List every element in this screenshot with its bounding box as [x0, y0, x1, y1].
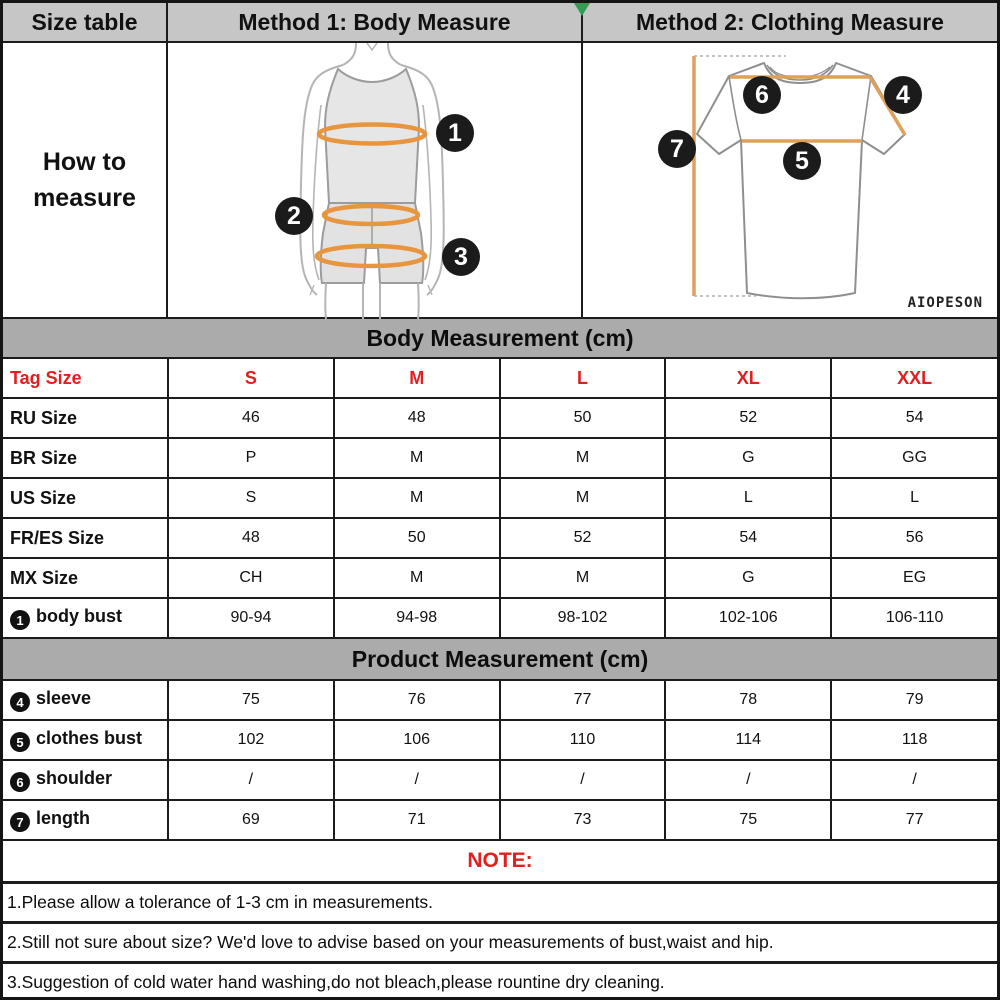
cell: 76	[334, 680, 500, 720]
how-to-measure-label	[3, 43, 168, 317]
method1-header: Method 1: Body Measure	[168, 3, 583, 41]
size-col-m: M	[334, 358, 500, 398]
marker-bust-1: 1	[436, 114, 474, 152]
marker-hip-3: 3	[442, 238, 480, 276]
note-line-1: 1.Please allow a tolerance of 1-3 cm in measurements.	[3, 881, 997, 921]
cell: EG	[831, 558, 997, 598]
cell: 50	[334, 518, 500, 558]
cell: 94-98	[334, 598, 500, 638]
cell: /	[168, 760, 334, 800]
table-row-mx	[3, 558, 997, 598]
marker-length-7: 7	[658, 130, 696, 168]
product-measurement-title: Product Measurement (cm)	[3, 639, 997, 679]
size-col-xl: XL	[665, 358, 831, 398]
how-to-measure-row	[3, 43, 997, 319]
cell: 102	[168, 720, 334, 760]
row-label	[3, 760, 168, 800]
cell: 52	[665, 398, 831, 438]
row-label	[3, 598, 168, 638]
cell: 106	[334, 720, 500, 760]
cell: M	[334, 478, 500, 518]
row-label-text: shoulder	[36, 767, 113, 788]
cell: 46	[168, 398, 334, 438]
table-row-shoulder	[3, 760, 997, 800]
cell: /	[334, 760, 500, 800]
method2-header-label: Method 2: Clothing Measure	[636, 8, 944, 35]
cell: 71	[334, 800, 500, 840]
size-col-xxl: XXL	[831, 358, 997, 398]
cell: /	[831, 760, 997, 800]
cell: /	[500, 760, 666, 800]
cell: 73	[500, 800, 666, 840]
badge-7-icon: 7	[10, 812, 30, 832]
row-label: BR Size	[3, 438, 168, 478]
cell: 50	[500, 398, 666, 438]
marker-sleeve-4: 4	[884, 76, 922, 114]
row-label: US Size	[3, 478, 168, 518]
cell: 98-102	[500, 598, 666, 638]
cell: 52	[500, 518, 666, 558]
row-label	[3, 720, 168, 760]
cell: 79	[831, 680, 997, 720]
table-row-clothes-bust	[3, 720, 997, 760]
tag-size-row	[3, 358, 997, 398]
row-label	[3, 800, 168, 840]
note-line-3: 3.Suggestion of cold water hand washing,do not bleach,please rountine dry cleaning.	[3, 961, 997, 1000]
cell: CH	[168, 558, 334, 598]
note-title: NOTE:	[467, 849, 533, 872]
table-row-us	[3, 478, 997, 518]
cell: 48	[334, 398, 500, 438]
row-label-text: length	[36, 807, 90, 828]
tag-size-label: Tag Size	[3, 358, 168, 398]
green-corner-marker-icon	[574, 3, 590, 16]
size-col-s: S	[168, 358, 334, 398]
cell: L	[665, 478, 831, 518]
cell: 118	[831, 720, 997, 760]
tshirt-figure-icon	[583, 43, 996, 319]
cell: P	[168, 438, 334, 478]
table-row-length	[3, 800, 997, 840]
cell: 56	[831, 518, 997, 558]
cell: 114	[665, 720, 831, 760]
cell: L	[831, 478, 997, 518]
row-label: FR/ES Size	[3, 518, 168, 558]
cell: M	[334, 438, 500, 478]
cell: 77	[831, 800, 997, 840]
body-measurement-table	[3, 357, 997, 639]
cell: M	[334, 558, 500, 598]
table-row-body-bust	[3, 598, 997, 638]
how-to-line1: How to	[42, 147, 127, 176]
badge-4-icon: 4	[10, 692, 30, 712]
brand-logo-text: AIOPESON	[907, 295, 983, 311]
cell: 110	[500, 720, 666, 760]
cell: 54	[665, 518, 831, 558]
how-to-line2: measure	[33, 184, 136, 212]
note-line-2: 2.Still not sure about size? We'd love to advise based on your measurements of bust,waist and hip.	[3, 921, 997, 961]
badge-5-icon: 5	[10, 732, 30, 752]
cell: GG	[831, 438, 997, 478]
cell: 78	[665, 680, 831, 720]
body-measurement-title: Body Measurement (cm)	[3, 319, 997, 357]
table-row-sleeve	[3, 680, 997, 720]
product-measurement-table	[3, 679, 997, 841]
table-row-br	[3, 438, 997, 478]
cell: G	[665, 438, 831, 478]
cell: 77	[500, 680, 666, 720]
marker-clothes-bust-5: 5	[783, 142, 821, 180]
body-measure-illustration	[168, 43, 583, 317]
row-label: MX Size	[3, 558, 168, 598]
cell: 54	[831, 398, 997, 438]
cell: 106-110	[831, 598, 997, 638]
method2-header	[583, 3, 997, 41]
row-label-text: clothes bust	[36, 727, 143, 748]
cell: M	[500, 438, 666, 478]
cell: M	[500, 478, 666, 518]
marker-shoulder-6: 6	[743, 76, 781, 114]
row-label-text: sleeve	[36, 687, 92, 708]
top-header-row	[3, 3, 997, 43]
cell: /	[665, 760, 831, 800]
marker-waist-2: 2	[275, 197, 313, 235]
size-table-header: Size table	[3, 3, 168, 41]
cell: 69	[168, 800, 334, 840]
table-row-fres	[3, 518, 997, 558]
cell: S	[168, 478, 334, 518]
table-row-ru	[3, 398, 997, 438]
size-col-l: L	[500, 358, 666, 398]
row-label	[3, 680, 168, 720]
body-figure-icon	[168, 43, 583, 319]
cell: 75	[665, 800, 831, 840]
cell: G	[665, 558, 831, 598]
badge-1-icon: 1	[10, 610, 30, 630]
cell: M	[500, 558, 666, 598]
cell: 90-94	[168, 598, 334, 638]
clothing-measure-illustration	[583, 43, 997, 317]
row-label-text: body bust	[36, 605, 122, 626]
badge-6-icon: 6	[10, 772, 30, 792]
cell: 48	[168, 518, 334, 558]
row-label: RU Size	[3, 398, 168, 438]
cell: 75	[168, 680, 334, 720]
cell: 102-106	[665, 598, 831, 638]
